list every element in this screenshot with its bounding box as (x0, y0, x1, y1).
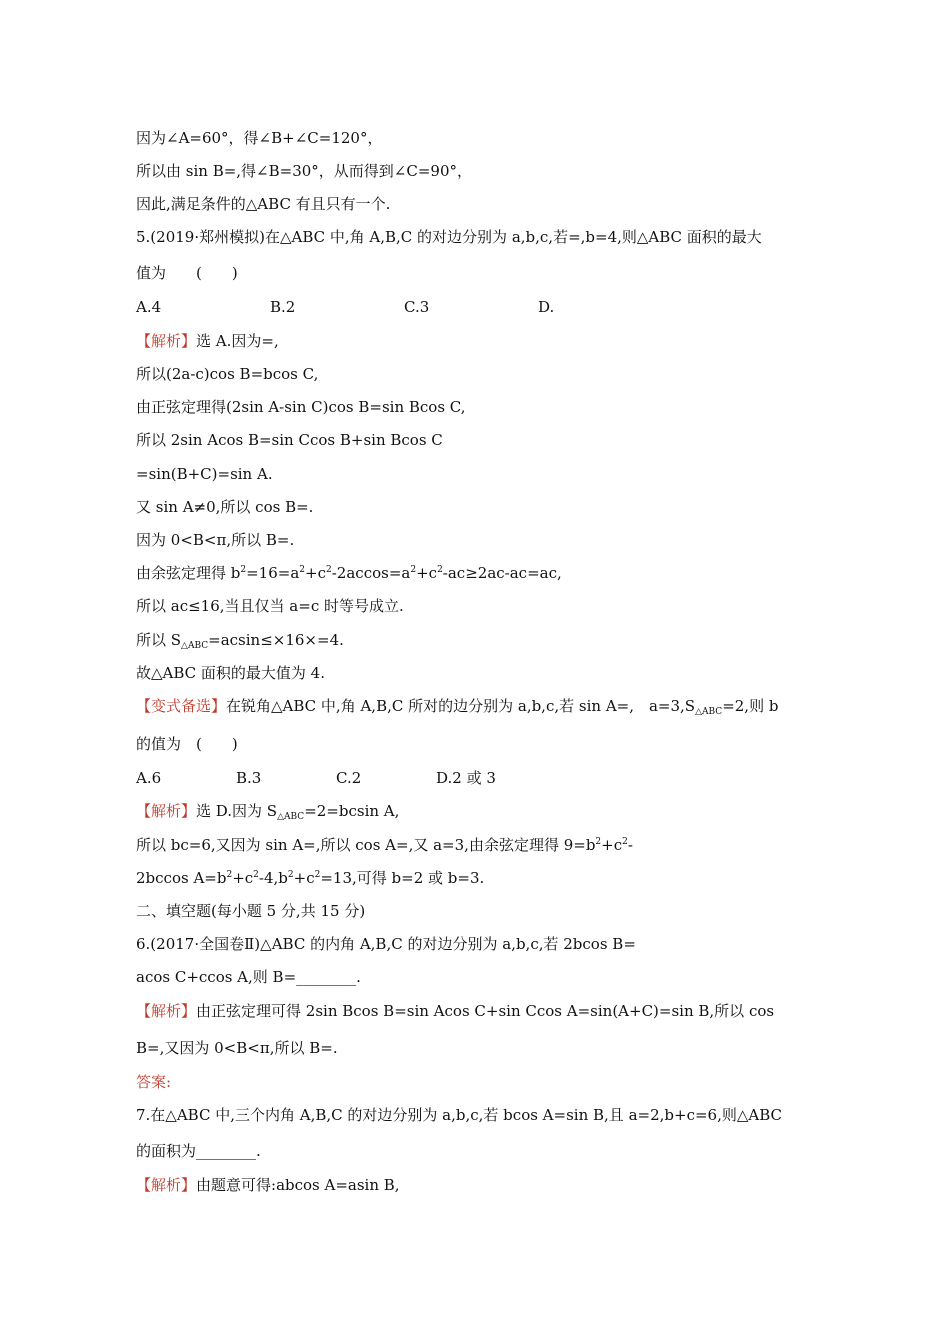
text-segment: +c (293, 869, 315, 887)
solution-text: 由正弦定理可得 2sin Bcos B=sin Acos C+sin Ccos A=sin(A+C)=sin B,所以 cos (196, 1002, 775, 1020)
text-segment: +c (601, 836, 623, 854)
analysis-tag: 【解析】 (136, 1176, 197, 1194)
variant-question-stem-cont: 的值为 ( ) (136, 735, 238, 753)
option-d: D.2 或 3 (436, 769, 496, 787)
text-segment: =2=bcsin A, (304, 802, 400, 820)
superscript: 2 (314, 870, 321, 880)
text-line (136, 868, 484, 888)
text-line: 所以 2sin Acos B=sin Ccos B+sin Bcos C (136, 431, 443, 449)
superscript: 2 (287, 870, 294, 880)
text-segment: 所以 bc=6,又因为 sin A=,所以 cos A=,又 a=3,由余弦定理得 9=b (136, 836, 596, 854)
solution-line (136, 1175, 400, 1195)
question-5-stem: 5.(2019·郑州模拟)在△ABC 中,角 A,B,C 的对边分别为 a,b,c,若=,b=4,则△ABC 面积的最大 (136, 228, 762, 246)
option-a: A.4 (136, 298, 162, 316)
solution-line (136, 801, 399, 821)
option-b: B.2 (270, 298, 296, 316)
text-line: 因为∠A=60°，得∠B+∠C=120°， (136, 129, 383, 147)
question-7-stem: 7.在△ABC 中,三个内角 A,B,C 的对边分别为 a,b,c,若 bcos A=sin B,且 a=2,b+c=6,则△ABC (136, 1106, 782, 1124)
option-b: B.3 (236, 769, 262, 787)
superscript: 2 (326, 565, 332, 575)
solution-line (136, 331, 279, 351)
text-segment: =16=a (246, 564, 300, 582)
superscript: 2 (595, 837, 602, 847)
text-line: 因此,满足条件的△ABC 有且只有一个. (136, 195, 391, 213)
solution-text: 选 A.因为=, (196, 332, 279, 350)
superscript: 2 (240, 565, 247, 575)
text-line (136, 630, 344, 650)
text-line: B=,又因为 0<B<π,所以 B=. (136, 1039, 338, 1057)
text-segment: =13,可得 b=2 或 b=3. (320, 869, 485, 887)
text-segment: =acsin≤×16×=4. (208, 631, 344, 649)
text-segment: =2,则 b (722, 697, 779, 715)
text-line: 所以由 sin B=,得∠B=30°，从而得到∠C=90°， (136, 162, 472, 180)
text-line: 所以 ac≤16,当且仅当 a=c 时等号成立. (136, 597, 404, 615)
option-a: A.6 (136, 769, 162, 787)
text-segment: -4,b (258, 869, 288, 887)
option-c: C.3 (404, 298, 430, 316)
text-line: =sin(B+C)=sin A. (136, 465, 273, 483)
section-heading: 二、填空题(每小题 5 分,共 15 分) (136, 902, 366, 920)
question-6-stem: 6.(2017·全国卷Ⅱ)△ABC 的内角 A,B,C 的对边分别为 a,b,c,若 2bcos B= (136, 935, 636, 953)
text-line: 所以(2a-c)cos B=bcos C, (136, 365, 319, 383)
text-segment: 2bccos A=b (136, 869, 227, 887)
text-segment: 由余弦定理得 b (136, 564, 241, 582)
variant-tag: 【变式备选】 (136, 697, 227, 715)
superscript: 2 (299, 565, 306, 575)
question-7-stem-cont: 的面积为________. (136, 1142, 261, 1160)
superscript: 2 (253, 870, 259, 880)
text-segment: -2accos=a (331, 564, 411, 582)
option-c: C.2 (336, 769, 362, 787)
text-line: 因为 0<B<π,所以 B=. (136, 531, 295, 549)
superscript: 2 (437, 565, 443, 575)
question-6-stem-cont: acos C+ccos A,则 B=________. (136, 968, 361, 986)
solution-line (136, 1001, 774, 1021)
analysis-tag: 【解析】 (136, 802, 197, 820)
text-line: 由正弦定理得(2sin A-sin C)cos B=sin Bcos C, (136, 398, 466, 416)
analysis-tag: 【解析】 (136, 332, 197, 350)
text-line (136, 835, 633, 855)
solution-text: 由题意可得:abcos A=asin B, (196, 1176, 400, 1194)
subscript: △ABC (181, 641, 209, 651)
text-segment: +c (305, 564, 326, 582)
analysis-tag: 【解析】 (136, 1002, 197, 1020)
text-segment: 选 D.因为 S (196, 802, 278, 820)
text-line: 又 sin A≠0,所以 cos B=. (136, 498, 314, 516)
text-segment: 在锐角△ABC 中,角 A,B,C 所对的边分别为 a,b,c,若 sin A=, a=3,S (226, 697, 696, 715)
answer-label: 答案: (136, 1073, 172, 1091)
text-segment: -ac≥2ac-ac=ac, (442, 564, 562, 582)
subscript: △ABC (695, 707, 723, 717)
subscript: △ABC (277, 812, 305, 822)
option-d: D. (538, 298, 555, 316)
variant-question-stem (136, 696, 778, 716)
question-5-stem-cont: 值为 ( ) (136, 264, 238, 282)
text-line (136, 563, 562, 583)
text-line: 故△ABC 面积的最大值为 4. (136, 664, 325, 682)
superscript: 2 (410, 565, 417, 575)
superscript: 2 (622, 837, 628, 847)
text-segment: +c (232, 869, 254, 887)
text-segment: - (627, 836, 633, 854)
variant-options (136, 768, 496, 788)
question-5-options (136, 297, 554, 317)
text-segment: +c (416, 564, 438, 582)
superscript: 2 (226, 870, 233, 880)
text-segment: 所以 S (136, 631, 182, 649)
